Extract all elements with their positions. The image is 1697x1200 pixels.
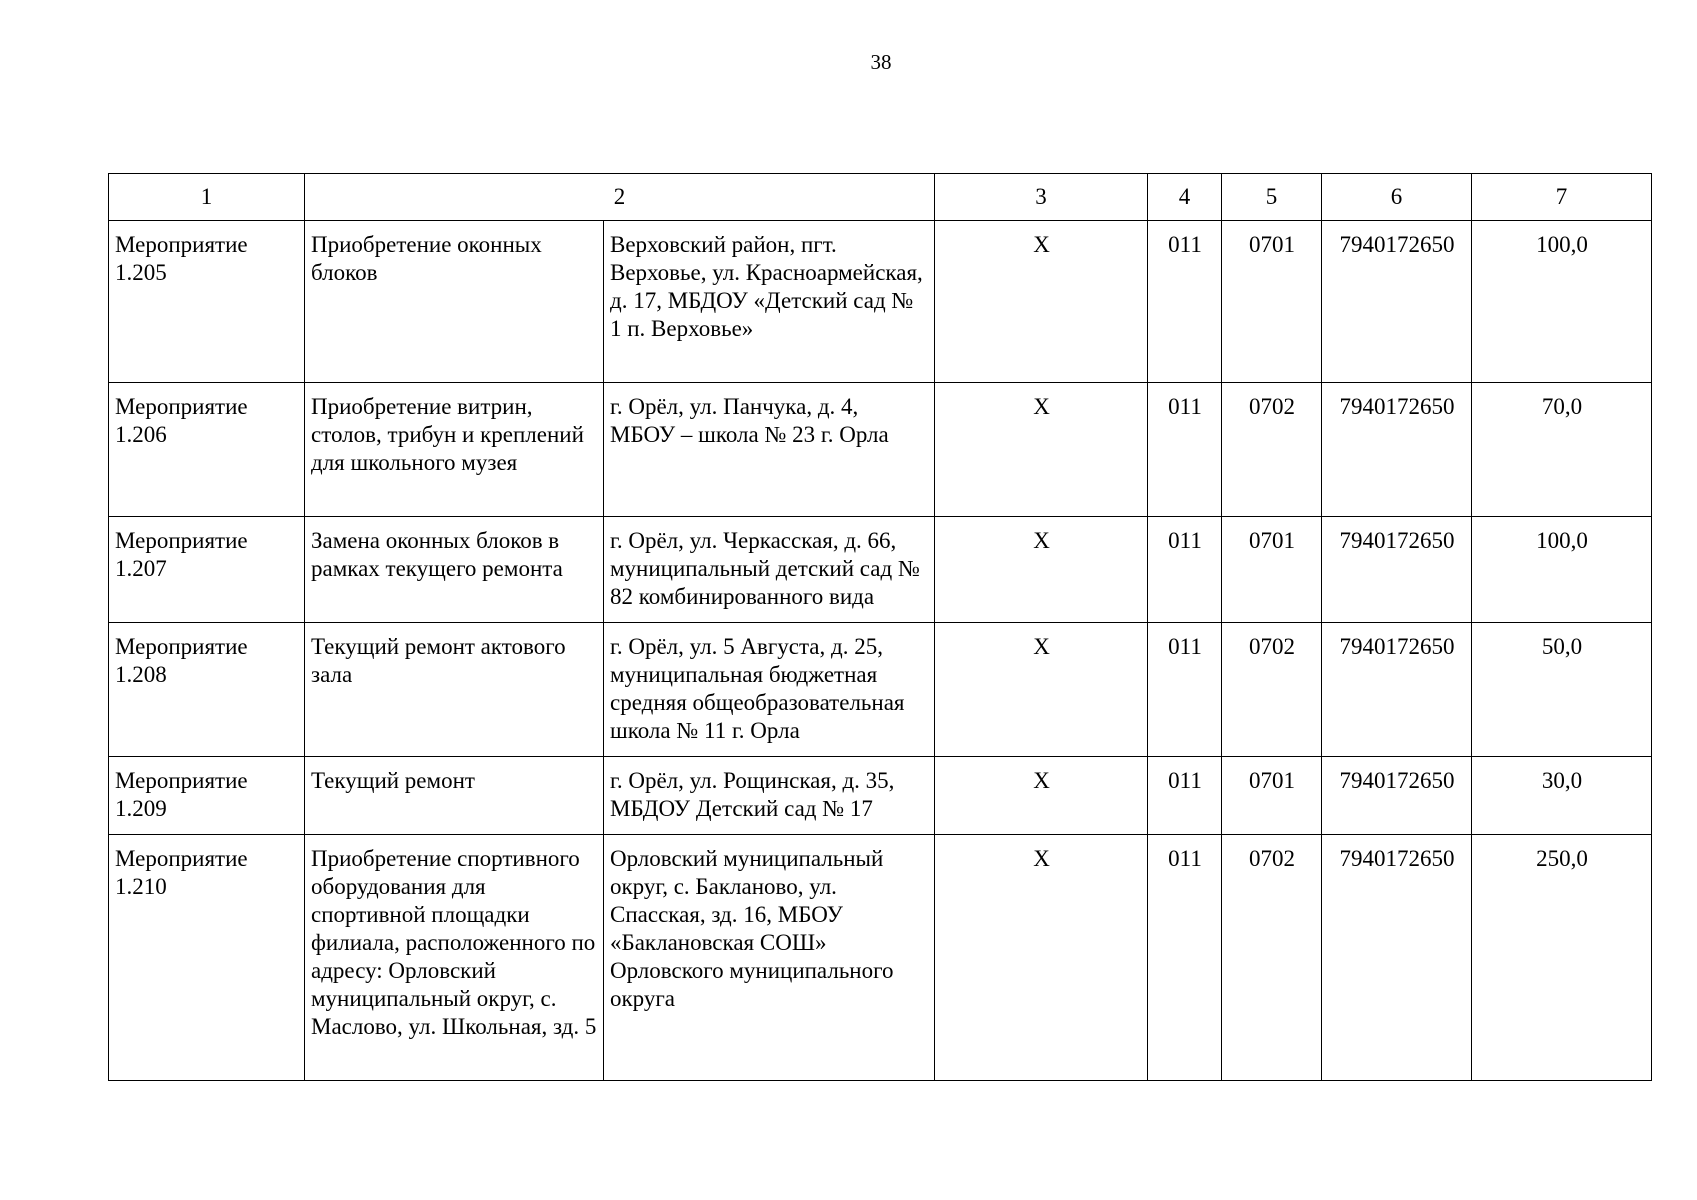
col3-cell: Х bbox=[935, 623, 1148, 757]
table-header-row bbox=[109, 174, 1652, 221]
header-cell: 5 bbox=[1222, 174, 1322, 221]
col7-cell: 50,0 bbox=[1472, 623, 1652, 757]
col5-cell: 0701 bbox=[1222, 757, 1322, 835]
table-row bbox=[109, 835, 1652, 1081]
col4-cell: 011 bbox=[1148, 517, 1222, 623]
table-row bbox=[109, 757, 1652, 835]
col5-cell: 0701 bbox=[1222, 221, 1322, 383]
header-cell: 6 bbox=[1322, 174, 1472, 221]
name-cell: Приобретение витрин, столов, трибун и креплений для школьного музея bbox=[305, 383, 604, 517]
event-cell: Мероприятие 1.206 bbox=[109, 383, 305, 517]
col5-cell: 0702 bbox=[1222, 835, 1322, 1081]
col3-cell: Х bbox=[935, 835, 1148, 1081]
col7-cell: 250,0 bbox=[1472, 835, 1652, 1081]
col6-cell: 7940172650 bbox=[1322, 835, 1472, 1081]
address-cell: Верховский район, пгт. Верховье, ул. Красноармейская, д. 17, МБДОУ «Детский сад № 1 п. Верховье» bbox=[604, 221, 935, 383]
address-cell: г. Орёл, ул. 5 Августа, д. 25, муниципальная бюджетная средняя общеобразовательная школа № 11 г. Орла bbox=[604, 623, 935, 757]
event-cell: Мероприятие 1.208 bbox=[109, 623, 305, 757]
name-cell: Текущий ремонт bbox=[305, 757, 604, 835]
name-cell: Замена оконных блоков в рамках текущего ремонта bbox=[305, 517, 604, 623]
event-cell: Мероприятие 1.205 bbox=[109, 221, 305, 383]
col6-cell: 7940172650 bbox=[1322, 517, 1472, 623]
table-row bbox=[109, 221, 1652, 383]
address-cell: г. Орёл, ул. Рощинская, д. 35, МБДОУ Детский сад № 17 bbox=[604, 757, 935, 835]
event-cell: Мероприятие 1.210 bbox=[109, 835, 305, 1081]
col3-cell: Х bbox=[935, 221, 1148, 383]
col7-cell: 30,0 bbox=[1472, 757, 1652, 835]
address-cell: г. Орёл, ул. Панчука, д. 4, МБОУ – школа № 23 г. Орла bbox=[604, 383, 935, 517]
col7-cell: 100,0 bbox=[1472, 517, 1652, 623]
col6-cell: 7940172650 bbox=[1322, 383, 1472, 517]
col7-cell: 70,0 bbox=[1472, 383, 1652, 517]
event-cell: Мероприятие 1.209 bbox=[109, 757, 305, 835]
col4-cell: 011 bbox=[1148, 221, 1222, 383]
col5-cell: 0702 bbox=[1222, 623, 1322, 757]
col4-cell: 011 bbox=[1148, 835, 1222, 1081]
col3-cell: Х bbox=[935, 383, 1148, 517]
col6-cell: 7940172650 bbox=[1322, 757, 1472, 835]
header-cell: 2 bbox=[305, 174, 935, 221]
col4-cell: 011 bbox=[1148, 757, 1222, 835]
name-cell: Приобретение оконных блоков bbox=[305, 221, 604, 383]
col7-cell: 100,0 bbox=[1472, 221, 1652, 383]
event-cell: Мероприятие 1.207 bbox=[109, 517, 305, 623]
col3-cell: Х bbox=[935, 517, 1148, 623]
col4-cell: 011 bbox=[1148, 383, 1222, 517]
header-cell: 1 bbox=[109, 174, 305, 221]
col5-cell: 0702 bbox=[1222, 383, 1322, 517]
header-cell: 4 bbox=[1148, 174, 1222, 221]
budget-table bbox=[108, 173, 1652, 1081]
col6-cell: 7940172650 bbox=[1322, 221, 1472, 383]
col5-cell: 0701 bbox=[1222, 517, 1322, 623]
col3-cell: Х bbox=[935, 757, 1148, 835]
address-cell: Орловский муниципальный округ, с. Бакланово, ул. Спасская, зд. 16, МБОУ «Баклановская СОШ» Орловского муниципального округа bbox=[604, 835, 935, 1081]
name-cell: Текущий ремонт актового зала bbox=[305, 623, 604, 757]
table-row bbox=[109, 623, 1652, 757]
header-cell: 3 bbox=[935, 174, 1148, 221]
name-cell: Приобретение спортивного оборудования для спортивной площадки филиала, расположенного по адресу: Орловский муниципальный округ, с. Маслово, ул. Школьная, зд. 5 bbox=[305, 835, 604, 1081]
table-row bbox=[109, 383, 1652, 517]
col4-cell: 011 bbox=[1148, 623, 1222, 757]
table-row bbox=[109, 517, 1652, 623]
col6-cell: 7940172650 bbox=[1322, 623, 1472, 757]
page-number: 38 bbox=[870, 50, 892, 74]
header-cell: 7 bbox=[1472, 174, 1652, 221]
address-cell: г. Орёл, ул. Черкасская, д. 66, муниципальный детский сад № 82 комбинированного вида bbox=[604, 517, 935, 623]
